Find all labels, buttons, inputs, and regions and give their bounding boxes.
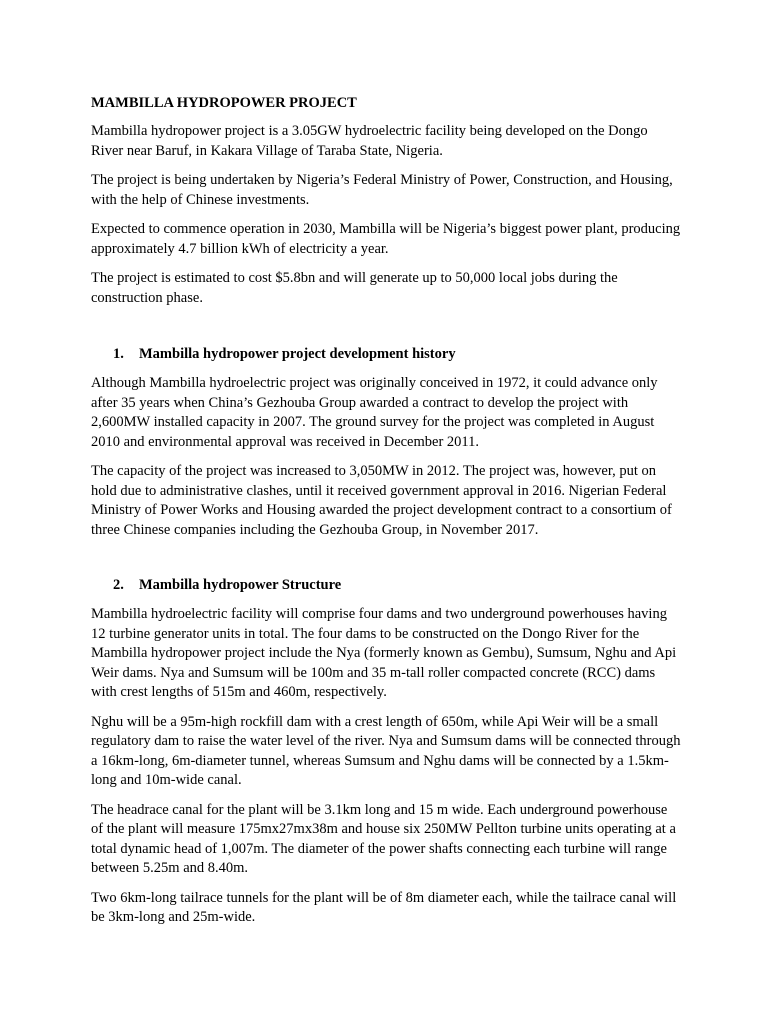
section-paragraph: Mambilla hydroelectric facility will comprise four dams and two underground powerhouses having 12 turbine generator units in total. The four dams to be constructed on the Dongo River for the Mambilla hydropower project include the Nya (formerly known as Gembu), Sumsum, Nghu and Api Weir dams. Nya and Sumsum will be 100m and 35 m-tall roller compacted concrete (RCC) dams with crest lengths of 515m and 460m, respectively. — [91, 606, 677, 700]
section-paragraph: The capacity of the project was increased to 3,050MW in 2012. The project was, however, put on hold due to administrative clashes, until it received government approval in 2016. Nigerian Federal Ministry of Power Works and Housing awarded the project development contract to a consortium of three Chinese companies including the Gezhouba Group, in November 2017. — [91, 463, 672, 538]
section-number: 2. — [113, 577, 124, 593]
document-page — [91, 94, 681, 938]
intro-paragraph: Expected to commence operation in 2030, Mambilla will be Nigeria’s biggest power plant, producing approximately 4.7 billion kWh of electricity a year. — [91, 221, 681, 257]
document-title: MAMBILLA HYDROPOWER PROJECT — [91, 95, 357, 111]
section-heading-structure — [91, 576, 681, 595]
section-paragraph: Two 6km-long tailrace tunnels for the plant will be of 8m diameter each, while the tailrace canal will be 3km-long and 25m-wide. — [91, 889, 677, 925]
intro-paragraph: Mambilla hydropower project is a 3.05GW hydroelectric facility being developed on the Dongo River near Baruf, in Kakara Village of Taraba State, Nigeria. — [91, 123, 648, 159]
section-paragraph: Nghu will be a 95m-high rockfill dam with a crest length of 650m, while Api Weir will be a small regulatory dam to raise the water level of the river. Nya and Sumsum dams will be connected through a 16km-long, 6m-diameter tunnel, whereas Sumsum and Nghu dams will be connected by a 1.5km-long and 10m-wide canal. — [91, 713, 681, 788]
section-heading-text: Mambilla hydropower Structure — [139, 577, 342, 593]
intro-paragraph: The project is being undertaken by Nigeria’s Federal Ministry of Power, Construction, and Housing, with the help of Chinese investments. — [91, 172, 673, 208]
section-paragraph: Although Mambilla hydroelectric project was originally conceived in 1972, it could advance only after 35 years when China’s Gezhouba Group awarded a contract to develop the project with 2,600MW installed capacity in 2007. The ground survey for the project was completed in August 2010 and environmental approval was received in December 2011. — [91, 375, 658, 450]
intro-paragraph: The project is estimated to cost $5.8bn and will generate up to 50,000 local jobs during the construction phase. — [91, 270, 618, 306]
section-paragraph: The headrace canal for the plant will be 3.1km long and 15 m wide. Each underground powerhouse of the plant will measure 175mx27mx38m and house six 250MW Pellton turbine units operating at a total dynamic head of 1,007m. The diameter of the power shafts connecting each turbine will range between 5.25m and 8.40m. — [91, 801, 676, 876]
section-heading-history — [91, 345, 681, 364]
section-number: 1. — [113, 346, 124, 362]
section-heading-text: Mambilla hydropower project development history — [139, 346, 456, 362]
